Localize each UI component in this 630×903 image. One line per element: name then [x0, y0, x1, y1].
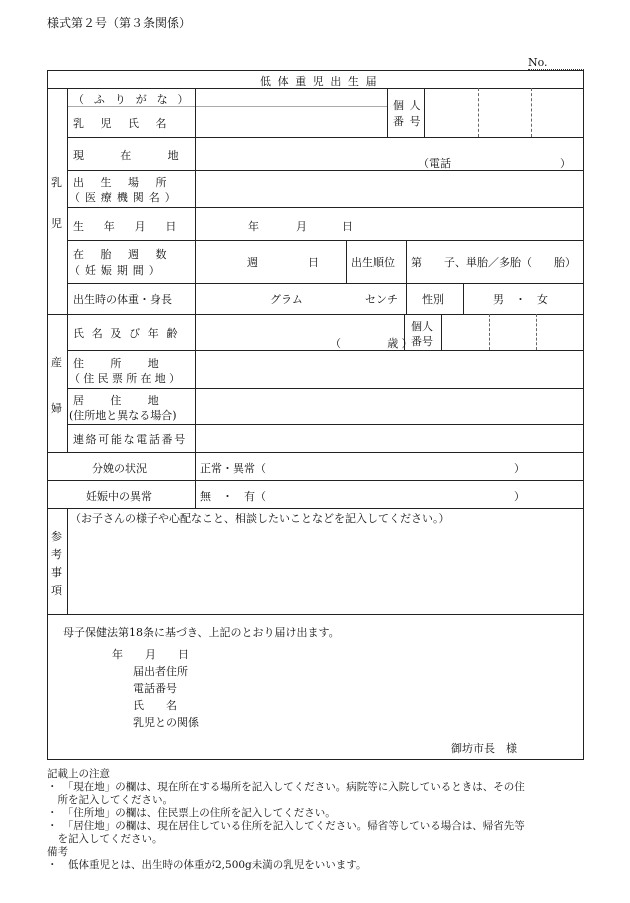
delivery-label: 分娩の状況 — [92, 462, 147, 475]
mother-personal-no-2: 番号 — [411, 335, 433, 348]
note-item: ・ 「居住地」の欄は、現在居住している住所を記入してください。帰省等している場合は、帰省先等 — [47, 820, 525, 832]
remarks-label-3: 事 — [51, 566, 62, 579]
declarant-relation-label: 乳児との関係 — [133, 716, 199, 729]
gestation-weeks: 週 — [247, 256, 258, 269]
form-id: 様式第２号（第３条関係） — [47, 16, 192, 30]
gestation-days: 日 — [308, 256, 319, 269]
infant-section-label-2: 児 — [51, 217, 62, 230]
declarant-name-label: 氏 名 — [133, 699, 177, 712]
pregnancy-close: ） — [514, 490, 525, 503]
pregnancy-label: 妊娠中の異常 — [86, 490, 152, 503]
infant-name-label: 乳児氏名 — [73, 117, 183, 130]
remarks-hint: （お子さんの様子や心配なこと、相談したいことなどを記入してください。） — [70, 512, 450, 525]
gestation-sub: （妊娠期間） — [69, 264, 165, 277]
note-item: ・ 「現在地」の欄は、現在所在する場所を記入してください。病院等に入院しているときは、その住 — [47, 781, 525, 793]
note-item: を記入してください。 — [47, 833, 163, 845]
birth-order-label: 出生順位 — [351, 256, 395, 269]
remark-heading: 備考 — [47, 846, 68, 858]
pregnancy-value: 無 ・ 有（ — [200, 490, 266, 503]
number-label: No. — [528, 56, 584, 70]
remarks-label-2: 考 — [51, 548, 62, 561]
birth-month: 月 — [296, 220, 307, 233]
phone-close: ） — [560, 157, 571, 170]
remark-item: ・ 低体重児とは、出生時の体重が2,500g未満の乳児をいいます。 — [47, 859, 367, 871]
declarant-phone-label: 電話番号 — [133, 682, 177, 695]
declaration-statement: 母子保健法第18条に基づき、上記のとおり届け出ます。 — [63, 626, 340, 639]
mother-section-label-2: 婦 — [51, 402, 62, 415]
birthdate-label: 生年月日 — [73, 220, 197, 233]
notes — [47, 768, 597, 872]
remarks-label-4: 項 — [51, 584, 62, 597]
delivery-close: ） — [514, 462, 525, 475]
delivery-value: 正常・異常（ — [200, 462, 266, 475]
addressee: 御坊市長 様 — [451, 742, 517, 755]
declarant-address-label: 届出者住所 — [133, 665, 188, 678]
residence-label: 居住地 — [73, 394, 186, 407]
infant-section-label-1: 乳 — [51, 176, 62, 189]
current-address-label: 現在地 — [73, 149, 215, 162]
form-title: 低体重児出生届 — [260, 75, 384, 88]
gram-unit: グラム — [270, 293, 303, 306]
note-item: ・ 「住所地」の欄は、住民票上の住所を記入してください。 — [47, 807, 336, 819]
gestation-label: 在胎週数 — [73, 248, 183, 261]
phone-label: （電話 — [418, 157, 451, 170]
birth-year: 年 — [248, 220, 259, 233]
address-label: 住所地 — [73, 357, 186, 370]
remarks-input-area[interactable] — [68, 526, 580, 610]
note-item: 所を記入してください。 — [47, 794, 173, 806]
centi-unit: センチ — [365, 293, 398, 306]
mother-personal-no: 個人 — [411, 320, 433, 333]
birth-day: 日 — [342, 220, 353, 233]
notes-heading: 記載上の注意 — [47, 768, 110, 780]
contact-phone-label: 連絡可能な電話番号 — [73, 433, 187, 446]
age-paren: （ 歳） — [330, 337, 416, 350]
birthplace-sub: （医療機関名） — [69, 191, 181, 204]
personal-no-label-2: 番号 — [393, 115, 426, 128]
personal-no-label: 個人 — [393, 99, 426, 112]
address-sub: （住民票所在地） — [69, 372, 184, 385]
birthplace-label: 出生場所 — [73, 176, 183, 189]
declaration-date: 年 月 日 — [112, 648, 189, 661]
remarks-label-1: 参 — [51, 530, 62, 543]
weight-height-label: 出生時の体重・身長 — [73, 293, 172, 306]
sex-value: 男 ・ 女 — [493, 293, 548, 306]
residence-sub: (住所地と異なる場合) — [69, 409, 177, 422]
name-age-label: 氏名及び年齢 — [73, 327, 186, 340]
mother-section-label-1: 産 — [51, 356, 62, 369]
sex-label: 性別 — [422, 293, 444, 306]
furigana-label: （ふりがな） — [73, 93, 199, 106]
birth-order-value: 第 子、単胎／多胎（ 胎） — [411, 256, 576, 269]
